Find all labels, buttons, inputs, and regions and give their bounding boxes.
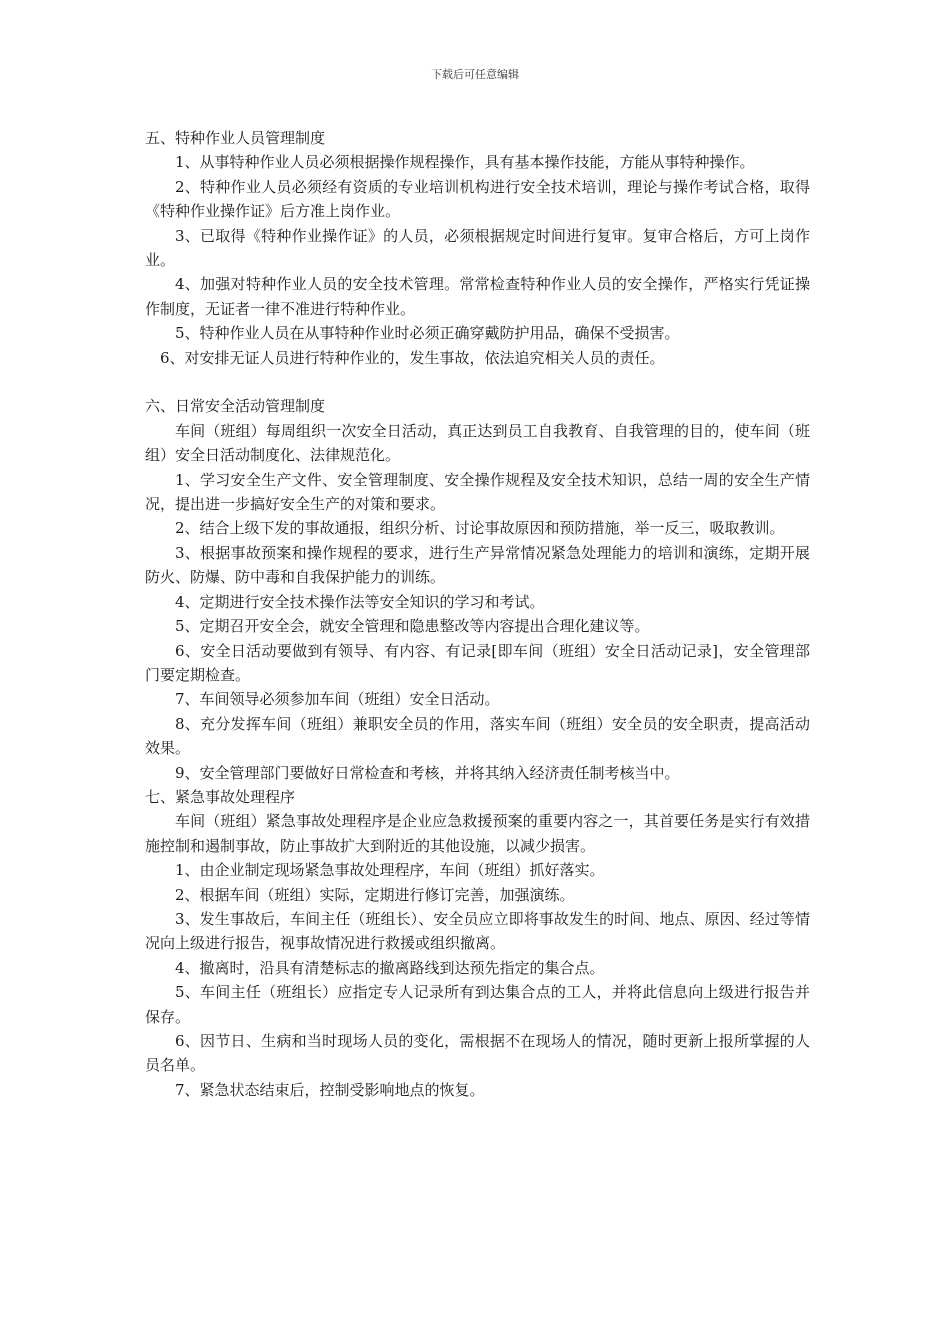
section-7-item-6: 6、因节日、生病和当时现场人员的变化，需根据不在现场人的情况，随时更新上报所掌握的人员名单。 (145, 1032, 810, 1075)
document-body (145, 126, 810, 1102)
section-gap (145, 370, 810, 394)
section-7-item-3: 3、发生事故后，车间主任（班组长）、安全员应立即将事故发生的时间、地点、原因、经过等情况向上级进行报告，视事故情况进行救援或组织撤离。 (145, 909, 810, 953)
page-header: 下载后可任意编辑 (431, 68, 519, 81)
section-6-item-1: 1、学习安全生产文件、安全管理制度、安全操作规程及安全技术知识，总结一周的安全生产情况，提出进一步搞好安全生产的对策和要求。 (145, 470, 810, 514)
section-7-item-5: 5、车间主任（班组长）应指定专人记录所有到达集合点的工人，并将此信息向上级进行报告并保存。 (145, 983, 810, 1026)
section-6-item-9: 9、安全管理部门要做好日常检查和考核，并将其纳入经济责任制考核当中。 (175, 763, 680, 782)
section-7-item-4: 4、撤离时，沿具有清楚标志的撤离路线到达预先指定的集合点。 (175, 958, 605, 977)
section-5-item-6: 6、对安排无证人员进行特种作业的，发生事故，依法追究相关人员的责任。 (160, 348, 665, 367)
section-7-item-2: 2、根据车间（班组）实际，定期进行修订完善，加强演练。 (175, 885, 575, 904)
section-5-item-3: 3、已取得《特种作业操作证》的人员，必须根据规定时间进行复审。复审合格后，方可上岗作业。 (145, 226, 810, 270)
section-6-item-5: 5、定期召开安全会，就安全管理和隐患整改等内容提出合理化建议等。 (175, 617, 650, 636)
section-5-item-2: 2、特种作业人员必须经有资质的专业培训机构进行安全技术培训，理论与操作考试合格，取得《特种作业操作证》后方准上岗作业。 (145, 177, 810, 221)
section-5-title: 五、特种作业人员管理制度 (145, 129, 326, 147)
section-6-item-4: 4、定期进行安全技术操作法等安全知识的学习和考试。 (175, 592, 545, 611)
section-7-intro: 车间（班组）紧急事故处理程序是企业应急救援预案的重要内容之一，其首要任务是实行有效措施控制和遏制事故，防止事故扩大到附近的其他设施，以减少损害。 (145, 812, 810, 855)
section-5-item-5: 5、特种作业人员在从事特种作业时必须正确穿戴防护用品，确保不受损害。 (175, 324, 680, 343)
section-6-item-8: 8、充分发挥车间（班组）兼职安全员的作用，落实车间（班组）安全员的安全职责，提高活动效果。 (145, 714, 810, 758)
section-7-title: 七、紧急事故处理程序 (145, 787, 296, 806)
section-6-item-2: 2、结合上级下发的事故通报，组织分析、讨论事故原因和预防措施，举一反三，吸取教训。 (175, 519, 785, 538)
section-6-title: 六、日常安全活动管理制度 (145, 397, 326, 416)
section-5-item-1: 1、从事特种作业人员必须根据操作规程操作，具有基本操作技能，方能从事特种操作。 (175, 153, 755, 172)
section-5-item-4: 4、加强对特种作业人员的安全技术管理。常常检查特种作业人员的安全操作，严格实行凭证操作制度，无证者一律不准进行特种作业。 (145, 275, 810, 318)
section-7-item-1: 1、由企业制定现场紧急事故处理程序，车间（班组）抓好落实。 (175, 861, 605, 880)
section-6-intro: 车间（班组）每周组织一次安全日活动，真正达到员工自我教育、自我管理的目的，使车间（班组）安全日活动制度化、法律规范化。 (145, 421, 810, 465)
section-6-item-7: 7、车间领导必须参加车间（班组）安全日活动。 (175, 690, 500, 709)
section-6-item-6: 6、安全日活动要做到有领导、有内容、有记录[即车间（班组）安全日活动记录]，安全管理部门要定期检查。 (145, 641, 810, 684)
section-7-item-7: 7、紧急状态结束后，控制受影响地点的恢复。 (175, 1080, 485, 1099)
section-6-item-3: 3、根据事故预案和操作规程的要求，进行生产异常情况紧急处理能力的培训和演练，定期开展防火、防爆、防中毒和自我保护能力的训练。 (145, 543, 810, 587)
